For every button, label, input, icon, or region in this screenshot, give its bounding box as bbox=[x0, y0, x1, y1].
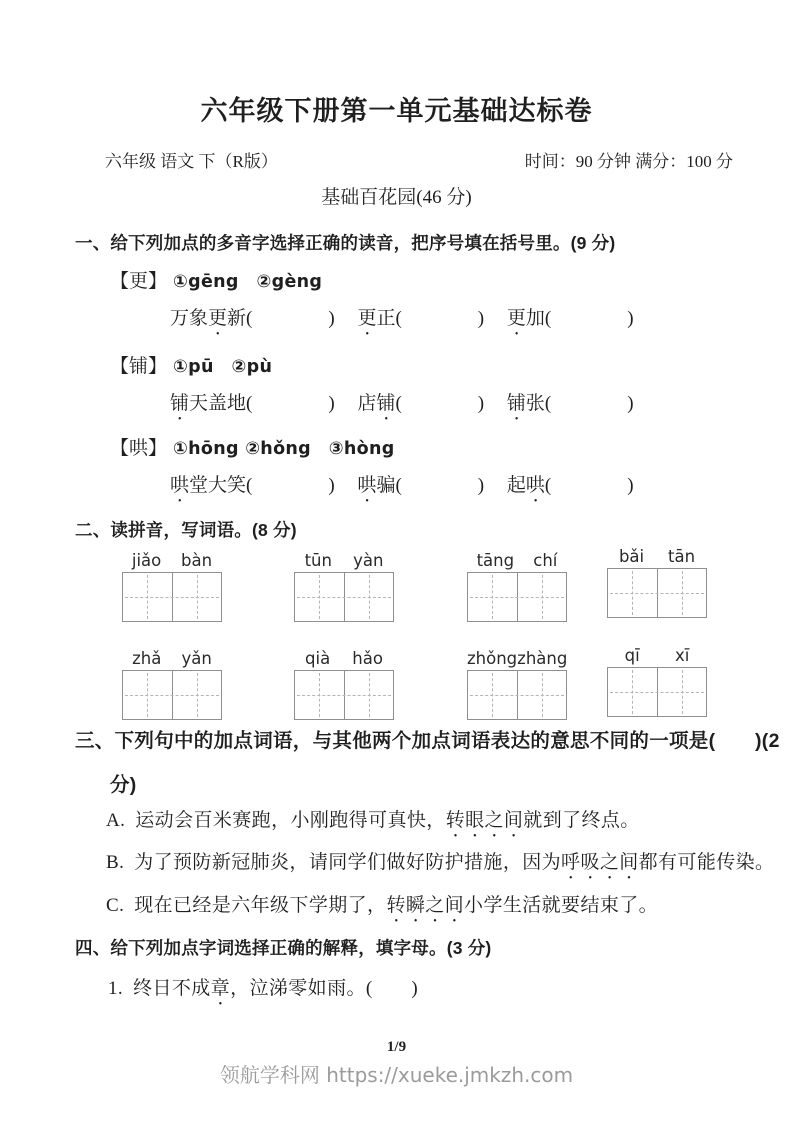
word-item bbox=[357, 307, 484, 340]
pinyin-label bbox=[122, 546, 222, 572]
option-text-dotted: 转瞬之间 bbox=[386, 895, 465, 916]
word-post: 正( ) bbox=[376, 308, 485, 329]
grid-cell bbox=[608, 668, 657, 716]
word-post: 新( ) bbox=[227, 308, 335, 329]
word-dotted: 更 bbox=[208, 308, 228, 329]
option-label: A. bbox=[106, 810, 126, 831]
pinyin-syllable: zhǎ bbox=[132, 649, 162, 668]
word-post: 加( ) bbox=[525, 308, 634, 329]
q1-group2-label-line bbox=[110, 355, 272, 380]
pinyin-syllable: bàn bbox=[181, 551, 213, 570]
option-a bbox=[106, 809, 640, 842]
grid-cell bbox=[123, 671, 172, 719]
option-label: B. bbox=[106, 852, 125, 873]
q3-header: 三、下列句中的加点词语，与其他两个加点词语表达的意思不同的一项是( )(2 bbox=[75, 730, 780, 752]
q1-group3-char: 【哄】 bbox=[110, 438, 168, 459]
word-item bbox=[170, 474, 335, 507]
q3-header-continuation: 分) bbox=[110, 774, 137, 796]
pinyin-grid-unit bbox=[122, 644, 222, 720]
pinyin-syllable: tān bbox=[668, 547, 696, 566]
item-text-post: ，泣涕零如雨。( ) bbox=[230, 978, 419, 999]
word-post: ( ) bbox=[544, 475, 634, 496]
grid-cell bbox=[123, 573, 172, 621]
grid-cell bbox=[517, 573, 567, 621]
q1-group3-pinyin-options: ①hōng ②hǒng ③hòng bbox=[173, 439, 395, 459]
answer-grid bbox=[467, 670, 567, 720]
grid-cell bbox=[657, 569, 707, 617]
q1-group3-label-line bbox=[110, 437, 395, 462]
pinyin-label bbox=[607, 641, 707, 667]
grid-cell bbox=[295, 573, 344, 621]
item-number: 1. bbox=[108, 978, 124, 999]
option-text-post: 就到了终点。 bbox=[523, 810, 640, 831]
grid-cell bbox=[608, 569, 657, 617]
word-dotted: 铺 bbox=[506, 393, 526, 414]
pinyin-syllable: tūn bbox=[304, 551, 332, 570]
pinyin-syllable: yàn bbox=[353, 551, 384, 570]
answer-grid bbox=[467, 572, 567, 622]
page-number: 1/9 bbox=[386, 1039, 407, 1055]
pinyin-syllable: xī bbox=[674, 646, 690, 665]
footer-site-link[interactable]: 领航学科网 https://xueke.jmkzh.com bbox=[219, 1063, 574, 1087]
word-dotted: 更 bbox=[357, 308, 377, 329]
pinyin-syllable: hǎo bbox=[352, 649, 383, 668]
answer-grid bbox=[294, 670, 394, 720]
pinyin-grid-unit bbox=[607, 641, 707, 717]
grid-cell bbox=[468, 671, 517, 719]
option-label: C. bbox=[106, 895, 125, 916]
q1-group2-words bbox=[170, 392, 652, 425]
grid-cell bbox=[172, 573, 222, 621]
word-item bbox=[507, 307, 634, 340]
option-text-pre: 现在已经是六年级下学期了， bbox=[134, 895, 387, 916]
pinyin-syllable: chí bbox=[533, 551, 558, 570]
word-post: 骗( ) bbox=[376, 475, 485, 496]
pinyin-grid-unit bbox=[467, 546, 567, 622]
pinyin-label bbox=[467, 546, 567, 572]
grid-cell bbox=[344, 671, 394, 719]
q1-group1-char: 【更】 bbox=[110, 271, 168, 292]
answer-grid bbox=[607, 568, 707, 618]
option-c bbox=[106, 894, 658, 927]
pinyin-grid-unit bbox=[294, 644, 394, 720]
word-pre: 店 bbox=[357, 393, 377, 414]
meta-time-score: 时间：90 分钟 满分：100 分 bbox=[524, 152, 733, 171]
word-post: 天盖地( ) bbox=[189, 393, 335, 414]
page-title: 六年级下册第一单元基础达标卷 bbox=[200, 96, 593, 126]
word-dotted: 哄 bbox=[525, 475, 545, 496]
option-text-pre: 运动会百米赛跑，小刚跑得可真快， bbox=[135, 810, 446, 831]
pinyin-syllable: yǎn bbox=[181, 649, 212, 668]
answer-grid bbox=[122, 572, 222, 622]
word-dotted: 铺 bbox=[376, 393, 396, 414]
grid-cell bbox=[517, 671, 567, 719]
pinyin-syllable: qià bbox=[305, 649, 331, 668]
pinyin-syllable: qī bbox=[624, 646, 640, 665]
q1-group1-label-line bbox=[110, 270, 322, 295]
answer-grid bbox=[122, 670, 222, 720]
option-text-dotted: 转眼之间 bbox=[445, 810, 524, 831]
q1-group2-char: 【铺】 bbox=[110, 356, 168, 377]
word-item bbox=[357, 392, 484, 425]
option-text-post: 都有可能传染。 bbox=[638, 852, 775, 873]
pinyin-label bbox=[294, 546, 394, 572]
pinyin-syllable: zhǒng bbox=[467, 649, 518, 668]
word-item bbox=[357, 474, 484, 507]
q1-group3-words bbox=[170, 474, 652, 507]
q1-group1-pinyin-options: ①gēng ②gèng bbox=[173, 272, 323, 292]
option-b bbox=[106, 851, 774, 884]
pinyin-syllable: zhàng bbox=[517, 649, 568, 668]
word-dotted: 哄 bbox=[357, 475, 377, 496]
answer-grid bbox=[294, 572, 394, 622]
word-post: 堂大笑( ) bbox=[189, 475, 335, 496]
word-dotted: 哄 bbox=[170, 475, 190, 496]
grid-cell bbox=[657, 668, 707, 716]
pinyin-syllable: jiǎo bbox=[131, 551, 162, 570]
word-item bbox=[507, 392, 634, 425]
word-post: 张( ) bbox=[525, 393, 634, 414]
answer-grid bbox=[607, 667, 707, 717]
q4-item-1 bbox=[108, 977, 418, 1010]
item-text-pre: 终日不成 bbox=[133, 978, 211, 999]
word-item bbox=[507, 474, 634, 507]
word-dotted: 更 bbox=[506, 308, 526, 329]
q2-header: 二、读拼音，写词语。(8 分) bbox=[75, 520, 297, 540]
word-pre: 起 bbox=[506, 475, 526, 496]
pinyin-label bbox=[294, 644, 394, 670]
option-text-dotted: 呼吸之间 bbox=[561, 852, 639, 873]
pinyin-label bbox=[467, 644, 567, 670]
word-item bbox=[170, 392, 335, 425]
word-pre: 万象 bbox=[170, 308, 209, 329]
pinyin-grid-unit bbox=[122, 546, 222, 622]
word-item bbox=[170, 307, 335, 340]
pinyin-grid-unit bbox=[467, 644, 567, 720]
grid-cell bbox=[172, 671, 222, 719]
word-post: ( ) bbox=[395, 393, 485, 414]
q1-header: 一、给下列加点的多音字选择正确的读音，把序号填在括号里。(9 分) bbox=[75, 233, 616, 253]
grid-cell bbox=[344, 573, 394, 621]
pinyin-label bbox=[607, 542, 707, 568]
section-title: 基础百花园(46 分) bbox=[321, 187, 472, 208]
option-text-pre: 为了预防新冠肺炎，请同学们做好防护措施，因为 bbox=[134, 852, 562, 873]
q1-group2-pinyin-options: ①pū ②pù bbox=[173, 357, 273, 377]
pinyin-grid-unit bbox=[294, 546, 394, 622]
meta-grade-subject: 六年级 语文 下（R版） bbox=[105, 152, 278, 171]
q1-group1-words bbox=[170, 307, 652, 340]
grid-cell bbox=[468, 573, 517, 621]
word-dotted: 铺 bbox=[170, 393, 190, 414]
grid-cell bbox=[295, 671, 344, 719]
item-text-dotted: 章 bbox=[210, 978, 231, 999]
pinyin-grid-unit bbox=[607, 542, 707, 618]
option-text-post: 小学生活就要结束了。 bbox=[464, 895, 659, 916]
pinyin-syllable: bǎi bbox=[618, 547, 645, 566]
pinyin-label bbox=[122, 644, 222, 670]
q4-header: 四、给下列加点字词选择正确的解释，填字母。(3 分) bbox=[75, 938, 492, 958]
pinyin-syllable: tāng bbox=[476, 551, 515, 570]
